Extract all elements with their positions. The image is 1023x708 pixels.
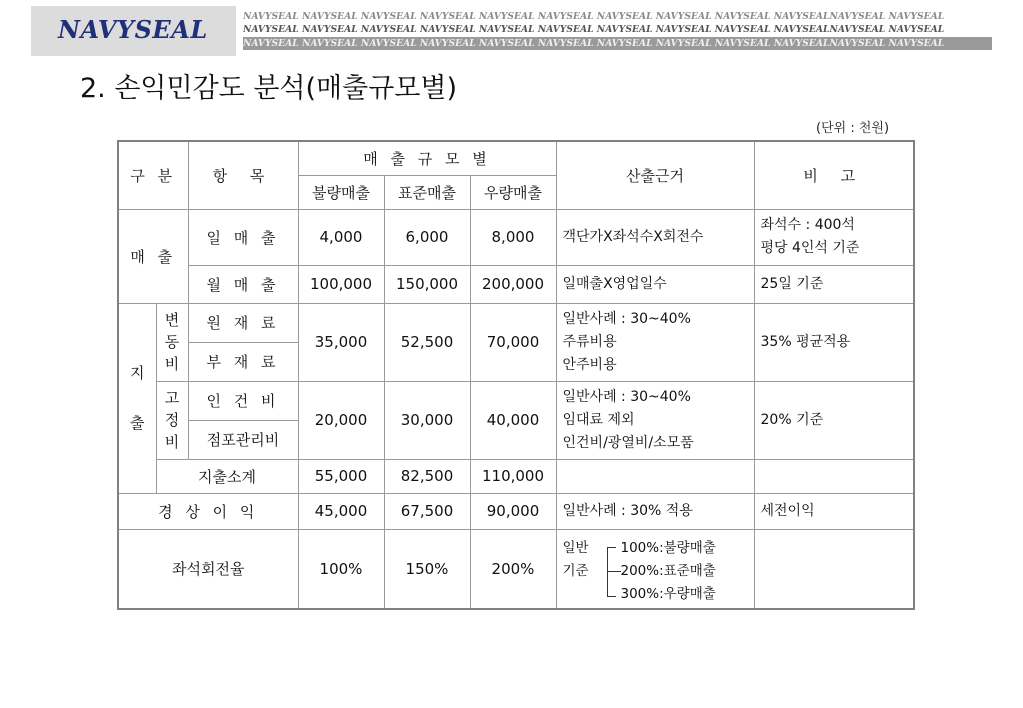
header-basis: 산출근거 <box>556 141 754 209</box>
profit-basis: 일반사례 : 30% 적용 <box>556 493 754 529</box>
header-poor: 불량매출 <box>298 175 384 209</box>
item-seat-turnover: 좌석회전율 <box>118 529 298 609</box>
subtotal-standard: 82,500 <box>384 459 470 493</box>
header-remarks: 비 고 <box>754 141 914 209</box>
item-daily-sales: 일 매 출 <box>188 209 298 265</box>
fixed-good: 40,000 <box>470 381 556 459</box>
variable-basis <box>556 303 754 381</box>
profit-poor: 45,000 <box>298 493 384 529</box>
item-expense-subtotal: 지출소계 <box>156 459 298 493</box>
monthly-standard: 150,000 <box>384 265 470 303</box>
group-variable-char: 변 <box>164 311 180 329</box>
monthly-remark: 25일 기준 <box>754 265 914 303</box>
navyseal-logo: NAVYSEAL <box>58 15 208 44</box>
subtotal-basis <box>556 459 754 493</box>
header-banner <box>243 10 992 52</box>
fixed-poor: 20,000 <box>298 381 384 459</box>
fixed-basis-line: 일반사례 : 30~40% <box>562 388 691 405</box>
header-standard: 표준매출 <box>384 175 470 209</box>
profit-standard: 67,500 <box>384 493 470 529</box>
banner-row: NAVYSEAL NAVYSEAL NAVYSEAL NAVYSEAL NAVYSEAL NAVYSEAL NAVYSEAL NAVYSEAL NAVYSEAL NAVYSEALNAVYSEAL NAVYSEAL <box>243 24 945 36</box>
banner-row: NAVYSEAL NAVYSEAL NAVYSEAL NAVYSEAL NAVYSEAL NAVYSEAL NAVYSEAL NAVYSEAL NAVYSEAL NAVYSEALNAVYSEAL NAVYSEAL <box>243 37 992 50</box>
daily-remark <box>754 209 914 265</box>
item-ordinary-profit: 경 상 이 익 <box>118 493 298 529</box>
fixed-remark: 20% 기준 <box>754 381 914 459</box>
monthly-poor: 100,000 <box>298 265 384 303</box>
sensitivity-table <box>117 140 915 610</box>
fixed-basis <box>556 381 754 459</box>
fixed-standard: 30,000 <box>384 381 470 459</box>
item-labor: 인 건 비 <box>188 381 298 420</box>
daily-basis: 객단가X좌석수X회전수 <box>556 209 754 265</box>
turnover-good: 200% <box>470 529 556 609</box>
turnover-formula <box>563 533 748 605</box>
variable-standard: 52,500 <box>384 303 470 381</box>
item-monthly-sales: 월 매 출 <box>188 265 298 303</box>
unit-note: (단위 : 천원) <box>816 121 890 136</box>
monthly-good: 200,000 <box>470 265 556 303</box>
turnover-option: 100%:불량매출 <box>620 539 716 556</box>
turnover-basis-label-line: 일반 <box>562 539 589 556</box>
turnover-standard: 150% <box>384 529 470 609</box>
turnover-basis-label-line: 기준 <box>562 562 589 579</box>
profit-remark: 세전이익 <box>754 493 914 529</box>
turnover-option: 300%:우량매출 <box>620 585 716 602</box>
fixed-basis-line: 인건비/광열비/소모품 <box>562 434 694 451</box>
group-fixed-char: 고 <box>164 389 180 407</box>
variable-remark: 35% 평균적용 <box>754 303 914 381</box>
daily-standard: 6,000 <box>384 209 470 265</box>
subtotal-poor: 55,000 <box>298 459 384 493</box>
group-variable-char: 동 <box>164 333 180 351</box>
daily-remark-line: 좌석수 : 400석 <box>760 217 855 233</box>
turnover-poor: 100% <box>298 529 384 609</box>
subtotal-remark <box>754 459 914 493</box>
variable-good: 70,000 <box>470 303 556 381</box>
turnover-basis <box>556 529 754 609</box>
profit-good: 90,000 <box>470 493 556 529</box>
variable-basis-line: 일반사례 : 30~40% <box>562 310 691 327</box>
monthly-basis: 일매출X영업일수 <box>556 265 754 303</box>
subtotal-good: 110,000 <box>470 459 556 493</box>
turnover-basis-label <box>563 537 589 583</box>
daily-remark-line: 평당 4인석 기준 <box>760 240 860 256</box>
group-fixed-char: 비 <box>164 433 180 451</box>
variable-poor: 35,000 <box>298 303 384 381</box>
turnover-remark <box>754 529 914 609</box>
item-store-mgmt: 점포관리비 <box>188 420 298 459</box>
header-category: 구 분 <box>118 141 188 209</box>
group-variable-cost <box>156 303 188 381</box>
group-variable-char: 비 <box>164 355 180 373</box>
item-sub-material: 부 재 료 <box>188 342 298 381</box>
daily-good: 8,000 <box>470 209 556 265</box>
group-fixed-char: 정 <box>164 411 180 429</box>
fixed-basis-line: 임대료 제외 <box>562 411 635 428</box>
banner-row: NAVYSEAL NAVYSEAL NAVYSEAL NAVYSEAL NAVYSEAL NAVYSEAL NAVYSEAL NAVYSEAL NAVYSEAL NAVYSEALNAVYSEAL NAVYSEAL <box>243 11 945 22</box>
header-good: 우량매출 <box>470 175 556 209</box>
variable-basis-line: 안주비용 <box>562 356 617 373</box>
daily-poor: 4,000 <box>298 209 384 265</box>
header-item: 항 목 <box>188 141 298 209</box>
bracket-branch <box>607 571 621 572</box>
group-expense <box>118 303 156 493</box>
item-raw-material: 원 재 료 <box>188 303 298 342</box>
group-sales: 매 출 <box>118 209 188 303</box>
group-expense-char: 출 <box>130 414 145 432</box>
page-title: 2. 손익민감도 분석(매출규모별) <box>80 73 457 104</box>
turnover-options <box>621 537 716 606</box>
group-expense-char: 지 <box>130 364 145 382</box>
turnover-option: 200%:표준매출 <box>620 562 716 579</box>
header-by-scale: 매 출 규 모 별 <box>298 141 556 175</box>
group-fixed-cost <box>156 381 188 459</box>
bracket-line <box>607 547 616 597</box>
variable-basis-line: 주류비용 <box>562 333 617 350</box>
